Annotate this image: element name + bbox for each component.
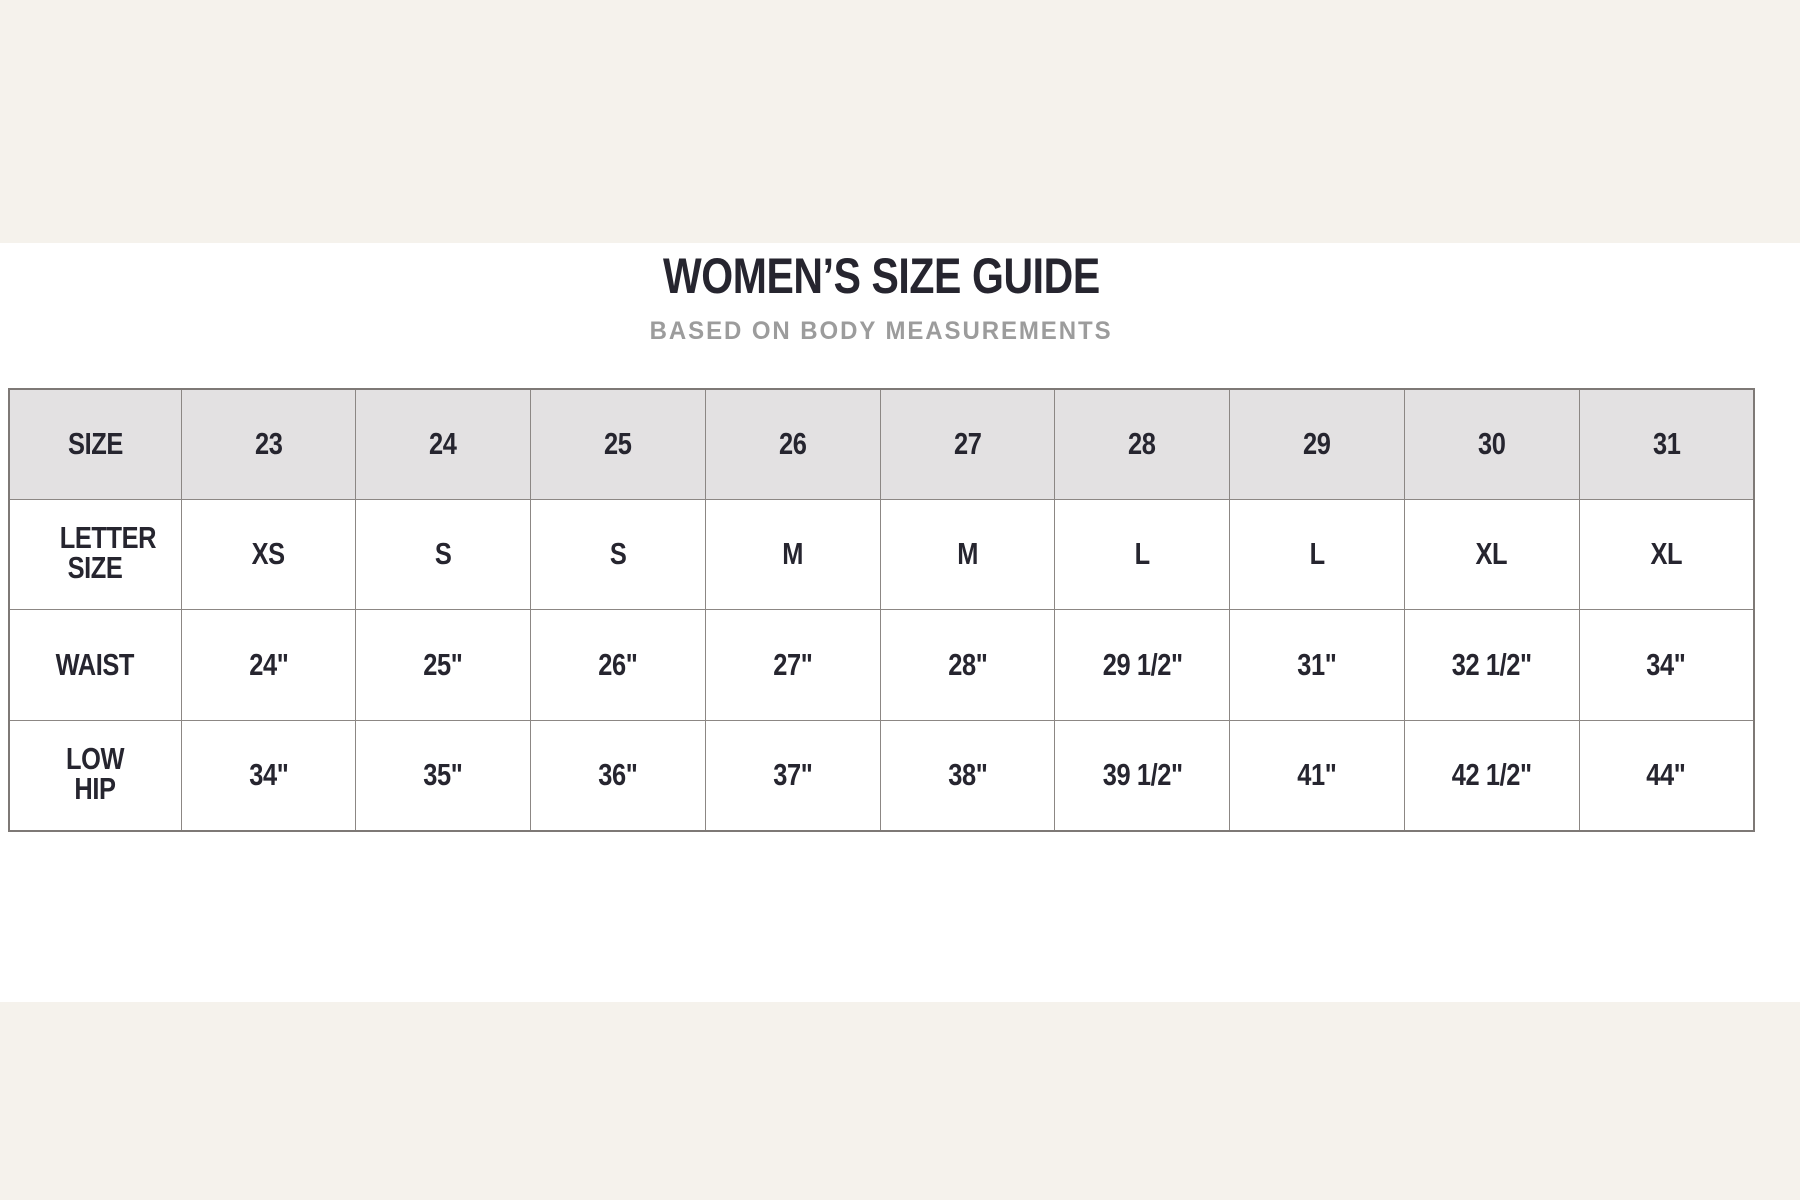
content-band (0, 243, 1800, 1002)
letter-size-value-5 (1055, 499, 1230, 610)
low-hip-value-4-text: 38" (947, 757, 987, 793)
waist-value-3-text: 27" (773, 646, 813, 682)
waist-value-4-text: 28" (947, 646, 987, 682)
low-hip-value-6-text: 41" (1297, 757, 1337, 793)
low-hip-value-2-text: 36" (598, 757, 638, 793)
content-area (8, 243, 1755, 832)
low-hip-value-0 (181, 720, 356, 831)
size-guide-table (8, 388, 1755, 832)
column-header-24-text: 24 (429, 426, 457, 462)
waist-value-2-text: 26" (598, 646, 638, 682)
low-hip-value-7-text: 42 1/2" (1451, 757, 1532, 793)
letter-size-value-4-text: M (957, 536, 978, 572)
column-header-25-text: 25 (604, 426, 632, 462)
waist-value-7 (1404, 610, 1579, 721)
low-hip-value-1 (356, 720, 531, 831)
column-header-28 (1055, 389, 1230, 499)
waist-value-1-text: 25" (423, 646, 463, 682)
letter-size-value-3-text: M (782, 536, 804, 572)
letter-size-value-0 (181, 499, 356, 610)
low-hip-value-2 (531, 720, 706, 831)
waist-value-0-text: 24" (248, 646, 288, 682)
letter-size-value-8-text: XL (1650, 536, 1683, 572)
page-subtitle-text: BASED ON BODY MEASUREMENTS (650, 317, 1113, 345)
table-row-letter-size (9, 499, 1754, 610)
letter-size-value-1-text: S (434, 536, 452, 572)
row-label-waist-text: WAIST (56, 646, 135, 682)
low-hip-value-5-text: 39 1/2" (1102, 757, 1183, 793)
page-title (8, 248, 1755, 304)
column-header-31-text: 31 (1652, 426, 1681, 462)
waist-value-2 (531, 610, 706, 721)
column-header-29-text: 29 (1303, 426, 1331, 462)
row-label-letter-size-text: LETTER SIZE (59, 520, 157, 585)
low-hip-value-1-text: 35" (423, 757, 463, 793)
waist-value-8-text: 34" (1646, 646, 1686, 682)
waist-value-8 (1579, 610, 1754, 721)
row-label-size-text: SIZE (67, 426, 123, 462)
row-label-size (9, 389, 181, 499)
waist-value-5 (1055, 610, 1230, 721)
low-hip-value-4 (880, 720, 1055, 831)
page-title-text: WOMEN’S SIZE GUIDE (663, 248, 1100, 304)
column-header-29 (1230, 389, 1405, 499)
low-hip-value-8-text: 44" (1646, 757, 1686, 793)
column-header-30 (1404, 389, 1579, 499)
letter-size-value-6 (1230, 499, 1405, 610)
waist-value-6-text: 31" (1297, 646, 1337, 682)
column-header-28-text: 28 (1128, 426, 1156, 462)
letter-size-value-6-text: L (1309, 536, 1325, 572)
row-label-low-hip-text: LOW HIP (66, 741, 125, 806)
column-header-23-text: 23 (254, 426, 283, 462)
letter-size-value-2 (531, 499, 706, 610)
waist-value-1 (356, 610, 531, 721)
waist-value-5-text: 29 1/2" (1102, 646, 1183, 682)
waist-value-3 (705, 610, 880, 721)
table-row-low-hip (9, 720, 1754, 831)
low-hip-value-3 (705, 720, 880, 831)
letter-size-value-5-text: L (1134, 536, 1150, 572)
column-header-30-text: 30 (1478, 426, 1506, 462)
letter-size-value-7-text: XL (1475, 536, 1508, 572)
waist-value-7-text: 32 1/2" (1451, 646, 1532, 682)
column-header-27 (880, 389, 1055, 499)
letter-size-value-2-text: S (609, 536, 627, 572)
table-header-row (9, 389, 1754, 499)
letter-size-value-3 (705, 499, 880, 610)
letter-size-value-1 (356, 499, 531, 610)
letter-size-value-8 (1579, 499, 1754, 610)
column-header-26 (705, 389, 880, 499)
page-subtitle (8, 317, 1755, 346)
waist-value-6 (1230, 610, 1405, 721)
low-hip-value-3-text: 37" (773, 757, 813, 793)
row-label-low-hip (9, 720, 181, 831)
column-header-26-text: 26 (778, 426, 807, 462)
column-header-23 (181, 389, 356, 499)
low-hip-value-5 (1055, 720, 1230, 831)
letter-size-value-0-text: XS (251, 536, 285, 572)
column-header-25 (531, 389, 706, 499)
low-hip-value-6 (1230, 720, 1405, 831)
row-label-letter-size (9, 499, 181, 610)
column-header-27-text: 27 (953, 426, 982, 462)
letter-size-value-7 (1404, 499, 1579, 610)
low-hip-value-0-text: 34" (248, 757, 288, 793)
row-label-waist (9, 610, 181, 721)
column-header-24 (356, 389, 531, 499)
table-row-waist (9, 610, 1754, 721)
waist-value-4 (880, 610, 1055, 721)
low-hip-value-7 (1404, 720, 1579, 831)
low-hip-value-8 (1579, 720, 1754, 831)
waist-value-0 (181, 610, 356, 721)
column-header-31 (1579, 389, 1754, 499)
letter-size-value-4 (880, 499, 1055, 610)
